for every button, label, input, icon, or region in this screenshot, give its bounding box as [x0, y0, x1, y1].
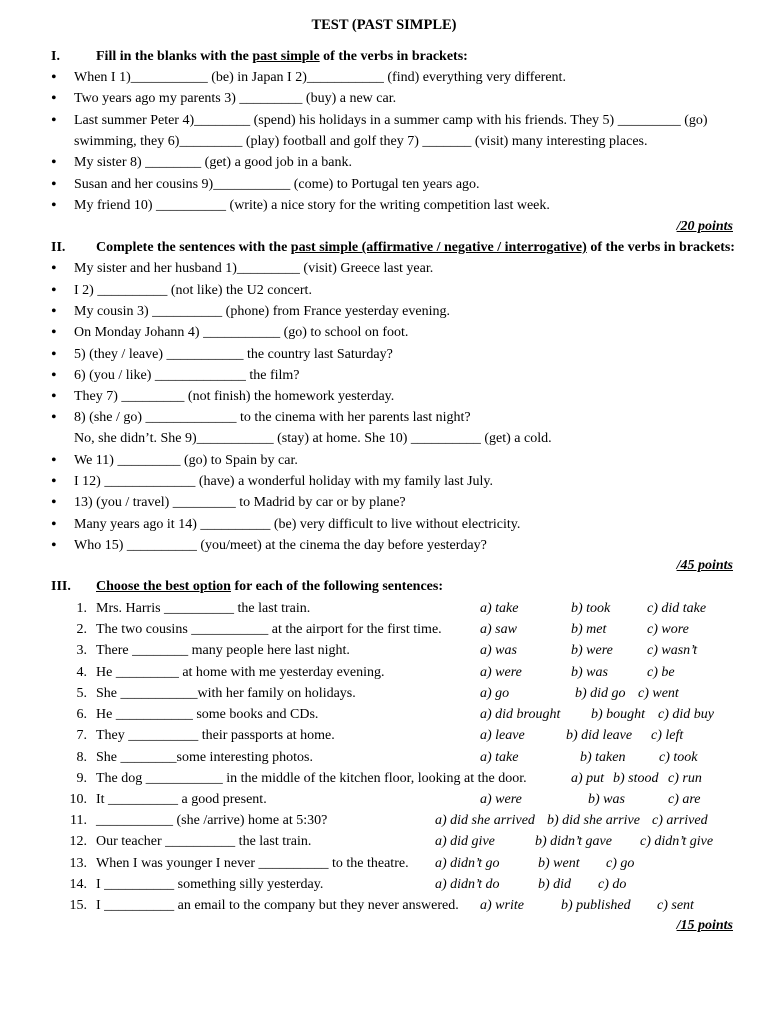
question-sentence: Mrs. Harris __________ the last train.	[96, 601, 311, 616]
bullet-icon: •	[51, 367, 57, 384]
section-2-heading-post: of the verbs in brackets:	[586, 240, 735, 255]
bullet-icon: •	[51, 516, 57, 533]
option-c: c) are	[668, 792, 701, 807]
question-number: 3.	[76, 643, 87, 658]
question-number: 15.	[69, 898, 87, 913]
bullet-icon: •	[51, 324, 57, 341]
s1-line: My sister 8) ________ (get) a good job in a bank.	[74, 155, 353, 170]
section-2-heading-underlined: past simple (affirmative / negative / interrogative)	[290, 240, 587, 255]
bullet-icon: •	[51, 303, 57, 320]
bullet-icon: •	[51, 282, 57, 299]
s2-line: Who 15) __________ (you/meet) at the cinema the day before yesterday?	[74, 538, 487, 553]
s2-line: No, she didn’t. She 9)___________ (stay) at home. She 10) __________ (get) a cold.	[74, 431, 552, 446]
bullet-icon: •	[51, 388, 57, 405]
s1-line: Last summer Peter 4)________ (spend) his holidays in a summer camp with his friends. They 5) _________ (go)	[74, 113, 708, 128]
question-sentence: The dog ___________ in the middle of the kitchen floor, looking at the door.	[96, 771, 527, 786]
option-c: c) wore	[647, 622, 689, 637]
question-sentence: It __________ a good present.	[96, 792, 267, 807]
option-a: a) go	[480, 686, 510, 701]
section-1-heading-pre: Fill in the blanks with the	[96, 49, 253, 64]
question-sentence: There ________ many people here last night.	[96, 643, 350, 658]
question-sentence: He ___________ some books and CDs.	[96, 707, 319, 722]
bullet-icon: •	[51, 197, 57, 214]
option-c: c) did take	[647, 601, 707, 616]
bullet-icon: •	[51, 69, 57, 86]
question-sentence: Our teacher __________ the last train.	[96, 834, 312, 849]
s2-line: I 12) _____________ (have) a wonderful holiday with my family last July.	[74, 474, 494, 489]
section-1-heading-post: of the verbs in brackets:	[319, 49, 468, 64]
option-a: a) take	[480, 601, 519, 616]
option-c: c) took	[659, 750, 698, 765]
section-2-heading	[96, 239, 735, 257]
section-3-points: /15 points	[676, 918, 733, 933]
s1-line: swimming, they 6)_________ (play) football and golf they 7) _______ (visit) many interesting places.	[74, 134, 648, 149]
section-1-points: /20 points	[676, 219, 733, 234]
option-a: a) was	[480, 643, 517, 658]
question-sentence: ___________ (she /arrive) home at 5:30?	[96, 813, 328, 828]
s2-line: 6) (you / like) _____________ the film?	[74, 368, 300, 383]
option-b: b) published	[561, 898, 631, 913]
question-number: 5.	[76, 686, 87, 701]
option-b: b) were	[571, 643, 613, 658]
option-a: a) put	[571, 771, 605, 786]
s2-line: They 7) _________ (not finish) the homework yesterday.	[74, 389, 395, 404]
option-c: c) arrived	[652, 813, 708, 828]
option-b: b) bought	[591, 707, 646, 722]
option-c: c) do	[598, 877, 627, 892]
question-sentence: I __________ something silly yesterday.	[96, 877, 324, 892]
bullet-icon: •	[51, 260, 57, 277]
s2-line: On Monday Johann 4) ___________ (go) to school on foot.	[74, 325, 409, 340]
question-number: 2.	[76, 622, 87, 637]
option-b: b) did	[538, 877, 572, 892]
question-sentence: The two cousins ___________ at the airport for the first time.	[96, 622, 442, 637]
question-sentence: He _________ at home with me yesterday evening.	[96, 665, 385, 680]
s2-line: We 11) _________ (go) to Spain by car.	[74, 453, 298, 468]
option-a: a) write	[480, 898, 524, 913]
option-a: a) did brought	[480, 707, 561, 722]
bullet-icon: •	[51, 537, 57, 554]
option-b: b) did go	[575, 686, 626, 701]
option-a: a) did she arrived	[435, 813, 535, 828]
s1-line: Susan and her cousins 9)___________ (come) to Portugal ten years ago.	[74, 177, 480, 192]
question-number: 10.	[69, 792, 87, 807]
s2-line: 8) (she / go) _____________ to the cinema with her parents last night?	[74, 410, 471, 425]
option-c: c) didn’t give	[640, 834, 714, 849]
option-a: a) take	[480, 750, 519, 765]
option-c: c) go	[606, 856, 635, 871]
option-a: a) didn’t go	[435, 856, 500, 871]
bullet-icon: •	[51, 346, 57, 363]
bullet-icon: •	[51, 494, 57, 511]
option-a: a) were	[480, 665, 522, 680]
question-number: 9.	[76, 771, 87, 786]
s2-line: Many years ago it 14) __________ (be) very difficult to live without electricity.	[74, 517, 521, 532]
question-number: 4.	[76, 665, 87, 680]
option-c: c) be	[647, 665, 675, 680]
question-sentence: She ________some interesting photos.	[96, 750, 313, 765]
section-1-heading-underlined: past simple	[252, 49, 320, 64]
question-number: 1.	[76, 601, 87, 616]
section-3-heading	[96, 578, 443, 596]
option-a: a) did give	[435, 834, 495, 849]
section-2-points: /45 points	[676, 558, 733, 573]
s1-line: Two years ago my parents 3) _________ (buy) a new car.	[74, 91, 397, 106]
section-3-numeral: III.	[51, 579, 71, 594]
s2-line: I 2) __________ (not like) the U2 concert.	[74, 283, 312, 298]
section-2-heading-pre: Complete the sentences with the	[96, 240, 291, 255]
option-b: b) was	[571, 665, 608, 680]
section-3-heading-post: for each of the following sentences:	[230, 579, 444, 594]
question-number: 12.	[69, 834, 87, 849]
bullet-icon: •	[51, 473, 57, 490]
option-c: c) wasn’t	[647, 643, 698, 658]
bullet-icon: •	[51, 452, 57, 469]
option-b: b) stood	[613, 771, 659, 786]
option-b: b) met	[571, 622, 607, 637]
question-number: 13.	[69, 856, 87, 871]
option-b: b) did she arrive	[547, 813, 640, 828]
option-a: a) saw	[480, 622, 517, 637]
section-1-heading	[96, 48, 468, 66]
question-number: 8.	[76, 750, 87, 765]
option-c: c) went	[638, 686, 679, 701]
bullet-icon: •	[51, 154, 57, 171]
bullet-icon: •	[51, 176, 57, 193]
option-b: b) was	[588, 792, 625, 807]
question-number: 11.	[70, 813, 87, 828]
bullet-icon: •	[51, 409, 57, 426]
option-c: c) did buy	[658, 707, 714, 722]
option-b: b) did leave	[566, 728, 633, 743]
question-sentence: She ___________with her family on holidays.	[96, 686, 356, 701]
option-c: c) left	[651, 728, 684, 743]
s1-line: My friend 10) __________ (write) a nice story for the writing competition last week.	[74, 198, 550, 213]
question-sentence: I __________ an email to the company but they never answered.	[96, 898, 459, 913]
option-b: b) taken	[580, 750, 626, 765]
s1-line: When I 1)___________ (be) in Japan I 2)___________ (find) everything very different.	[74, 70, 566, 85]
section-1-numeral: I.	[51, 49, 60, 64]
option-c: c) sent	[657, 898, 694, 913]
question-sentence: They __________ their passports at home.	[96, 728, 335, 743]
question-sentence: When I was younger I never __________ to the theatre.	[96, 856, 409, 871]
question-number: 6.	[76, 707, 87, 722]
option-c: c) run	[668, 771, 702, 786]
bullet-icon: •	[51, 90, 57, 107]
section-3-heading-underlined: Choose the best option	[96, 579, 231, 594]
s2-line: 13) (you / travel) _________ to Madrid by car or by plane?	[74, 495, 406, 510]
question-number: 14.	[69, 877, 87, 892]
option-b: b) didn’t gave	[535, 834, 612, 849]
section-2-numeral: II.	[51, 240, 66, 255]
bullet-icon: •	[51, 112, 57, 129]
option-a: a) were	[480, 792, 522, 807]
option-b: b) took	[571, 601, 611, 616]
option-a: a) leave	[480, 728, 525, 743]
option-a: a) didn’t do	[435, 877, 500, 892]
option-b: b) went	[538, 856, 580, 871]
question-number: 7.	[76, 728, 87, 743]
s2-line: 5) (they / leave) ___________ the country last Saturday?	[74, 347, 393, 362]
s2-line: My sister and her husband 1)_________ (visit) Greece last year.	[74, 261, 434, 276]
page-title: TEST (PAST SIMPLE)	[311, 17, 457, 33]
s2-line: My cousin 3) __________ (phone) from France yesterday evening.	[74, 304, 450, 319]
